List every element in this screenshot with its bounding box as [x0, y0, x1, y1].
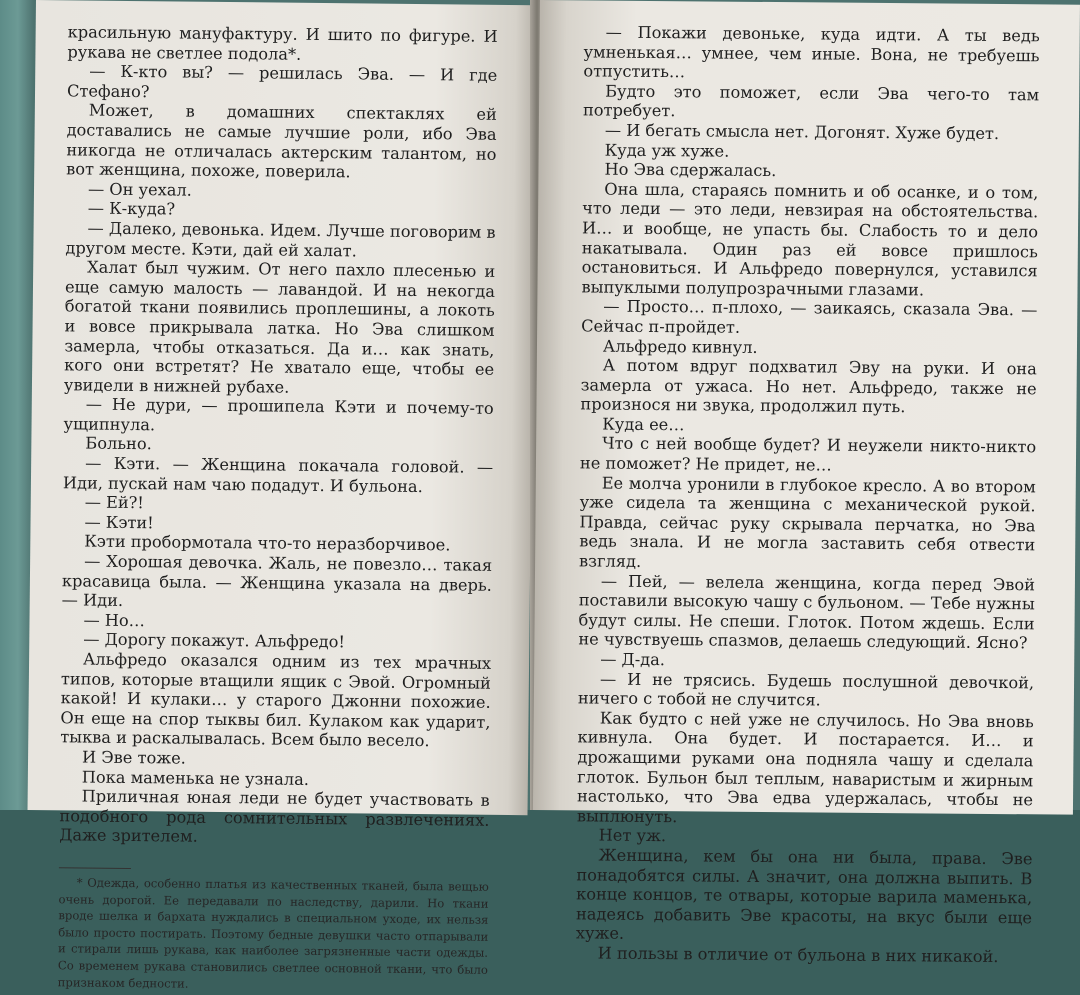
paragraph: — Просто… п-плохо, — заикаясь, сказала Эва. — Сейчас п-пройдет. [581, 296, 1038, 337]
paragraph: Может, в домашних спектаклях ей доставались не самые лучшие роли, ибо Эва никогда не отличалась актерским талантом, но вот женщина, похоже, поверила. [66, 100, 497, 182]
paragraph: Женщина, кем бы она ни была, права. Эве понадобятся силы. А значит, она должна выпить. В конце концов, те отвары, которые варила маменька, надеясь добавить Эве красоты, на вкус были еще хуже. [575, 845, 1033, 944]
paragraph: А потом вдруг подхватил Эву на руки. И она замерла от ужаса. Но нет. Альфредо, также не произнося ни звука, продолжил путь. [580, 355, 1037, 417]
paragraph: Как будто с ней уже не случилось. Но Эва вновь кивнула. Она будет. И постарается. И… и дрожащими руками она подняла чашу и сделала глоток. Бульон был теплым, наваристым и жирным настолько, что Эва едва удержалась, чтобы не выплюнуть. [576, 708, 1034, 826]
paragraph: — Д-да. [600, 649, 666, 670]
paragraph: красильную мануфактуру. И шито по фигуре. И рукава не светлее подола*. [67, 22, 498, 64]
paragraph: Альфредо оказался одним из тех мрачных типов, которые втащили ящик с Эвой. Огромный какой! И кулаки… у старого Джонни похожие. Он еще на спор тыквы бил. Кулаком как ударит, тыква и раскалывалась. Всем было весело. [60, 649, 492, 751]
paragraph: Будто это поможет, если Эва чего-то там потребует. [582, 81, 1040, 121]
footnote: * Одежда, особенно платья из качественных тканей, была вещью очень дорогой. Ее передавали по наследству, дарили. Но ткани вроде шелка и бархата нуждались в специальном уходе, их нельзя было просто постирать. Поэтому бедные девушки часто отпарывали и стирали лишь рукава, как наиболее загрязненные части одежды. Со временем рукава становились светлее основной ткани, что было признаком бедности. [57, 875, 489, 991]
paragraph: Куда уж хуже. [604, 140, 730, 161]
paragraph: — Далеко, девонька. Идем. Лучше поговорим в другом месте. Кэти, дай ей халат. [65, 218, 496, 260]
paragraph: — К-кто вы? — решилась Эва. — И где Стефано? [66, 61, 498, 101]
paragraph: Но Эва сдержалась. [604, 159, 777, 181]
paragraph: И Эве тоже. [81, 747, 186, 768]
paragraph: — Ей?! [84, 492, 144, 513]
paragraph: — И бегать смысла нет. Догонят. Хуже будет. [604, 120, 1000, 143]
paragraph: — К-куда? [87, 198, 176, 219]
paragraph: Куда ее… [602, 414, 685, 435]
paragraph: Ее молча уронили в глубокое кресло. А во втором уже сидела та женщина с механической рукой. Правда, сейчас руку скрывала перчатка, но Эва ведь знала. И не могла заставить себя отвести взгляд. [579, 473, 1036, 571]
paragraph: — Он уехал. [87, 179, 192, 200]
paragraph: И пользы в отличие от бульона в них никакой. [597, 943, 999, 966]
paragraph: — И не трясись. Будешь послушной девочкой, ничего с тобой не случится. [577, 669, 1035, 710]
left-page [28, 0, 536, 991]
paragraph: — Хорошая девочка. Жаль, не повезло… такая красавица была. — Женщина указала на дверь. — Иди. [61, 551, 493, 611]
paragraph: Нет уж. [598, 825, 667, 846]
paragraph: Альфредо кивнул. [602, 336, 758, 357]
paragraph: — Дорогу покажут. Альфредо! [83, 629, 346, 652]
paragraph: Она шла, стараясь помнить и об осанке, и о том, что леди — это леди, невзирая на обстоятельства. И… и вообще, не упасть бы. Слабость то и дело накатывала. Один раз ей вовсе пришлось остановиться. И Альфредо повернулся, уставился выпуклыми полупрозрачными глазами. [581, 179, 1039, 300]
paragraph: — Кэти. — Женщина покачала головой. — Иди, пускай нам чаю подадут. И бульона. [62, 453, 494, 496]
footnote-divider [59, 867, 131, 869]
paragraph: — Пей, — велела женщина, когда перед Эвой поставили высокую чашу с бульоном. — Тебе нужны будут силы. Не спеши. Глоток. Потом ждешь. Если не чувствуешь спазмов, делаешь следующий. Ясно? [578, 571, 1036, 653]
right-page [533, 0, 1080, 966]
paragraph: Халат был чужим. От него пахло плесенью и еще самую малость — лавандой. И на некогда богатой ткани появились проплешины, а локоть и вовсе прикрывала латка. Но Эва слишком замерла, чтобы отказаться. Да и… как знать, кого они встретят? Не хватало еще, чтобы ее увидели в нижней рубахе. [63, 257, 496, 397]
paragraph: — Не дури, — прошипела Кэти и почему-то ущипнула. [63, 394, 494, 435]
paragraph: Пока маменька не узнала. [81, 767, 310, 789]
paragraph: Что с ней вообще будет? И неужели никто-никто не поможет? Не придет, не… [579, 434, 1037, 475]
paragraph: Больно. [85, 434, 152, 454]
paragraph: — Покажи девоньке, куда идти. А ты ведь умненькая… умнее, чем иные. Вона, не требуешь отпустить… [583, 22, 1040, 82]
paragraph: — Но… [83, 610, 145, 630]
paragraph: Кэти пробормотала что-то неразборчивое. [84, 531, 451, 555]
paragraph: Приличная юная леди не будет участвовать в подобного рода сомнительных развлечениях. Даже зрителем. [59, 786, 490, 847]
paragraph: — Кэти! [84, 512, 154, 533]
